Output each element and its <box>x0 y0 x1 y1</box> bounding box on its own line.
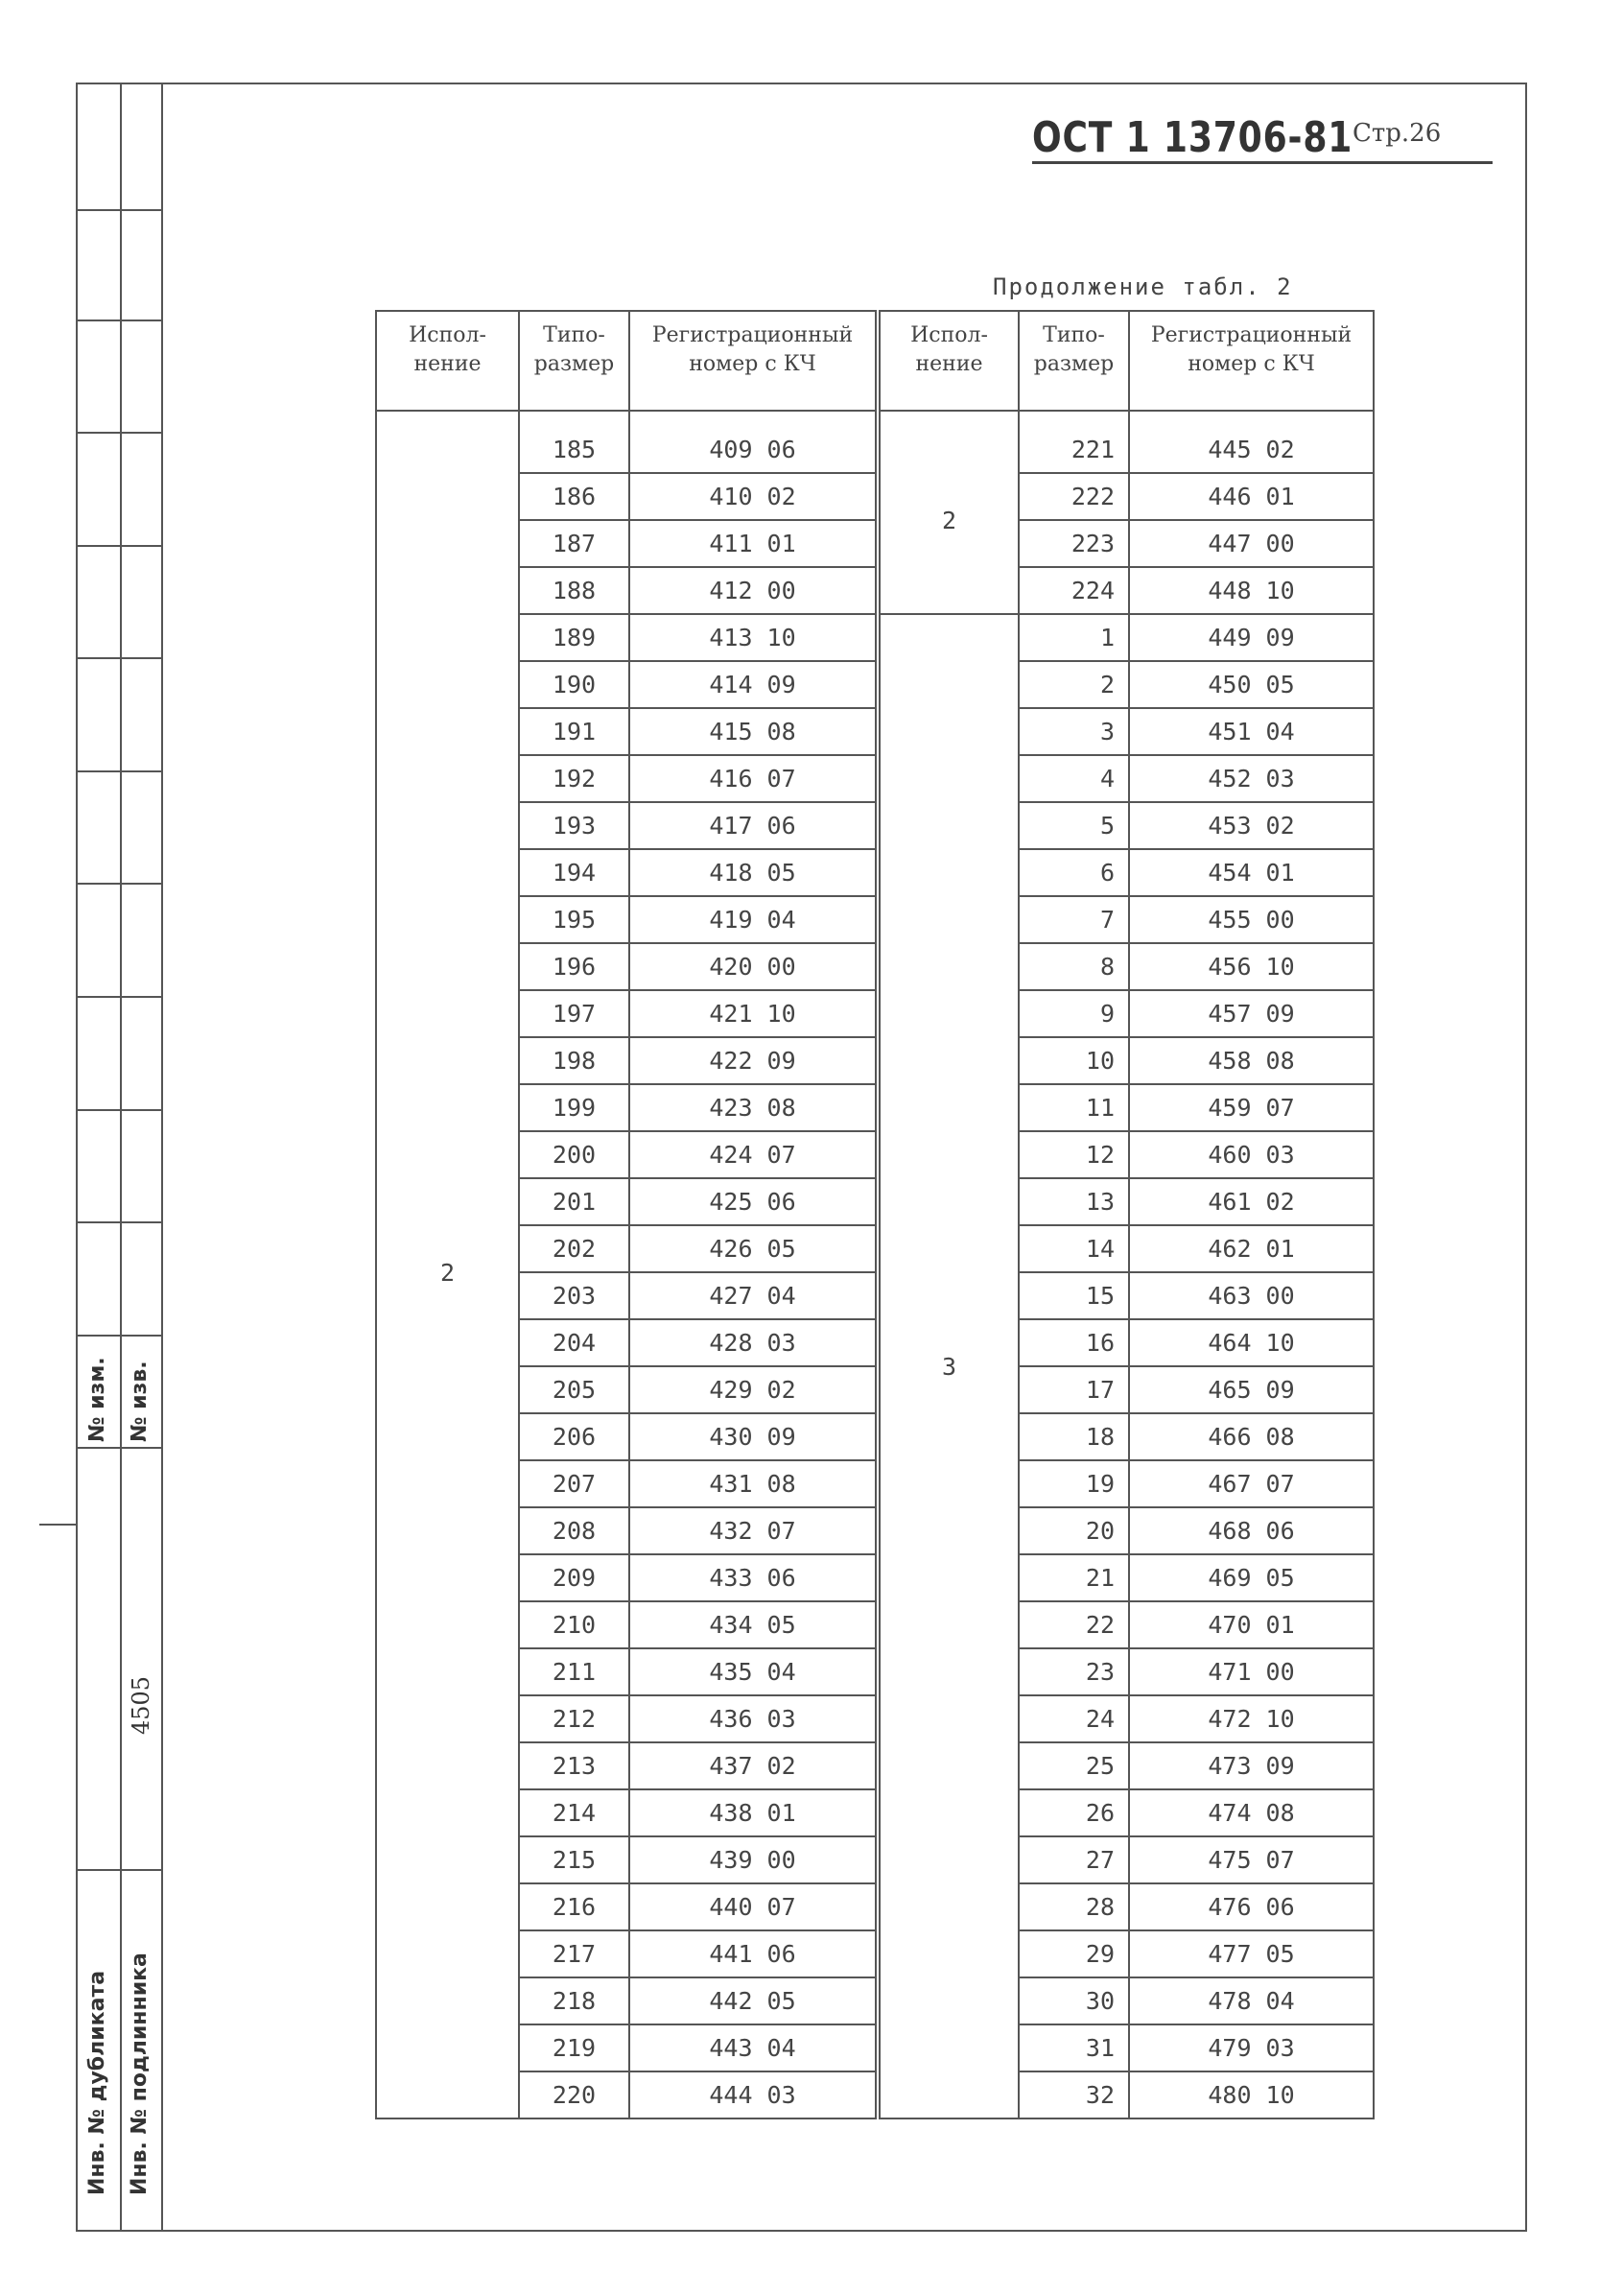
table-row <box>376 1460 1374 1507</box>
tiporazmer-right: 18 <box>1019 1413 1129 1460</box>
tiporazmer-left: 188 <box>519 567 629 614</box>
podl-label: Инв. № подлинника <box>128 1953 152 2195</box>
reg-number-right: 453 02 <box>1129 802 1374 849</box>
col-isp-left: Испол- нение <box>376 311 519 411</box>
doc-number: ОСТ 1 13706-81 <box>1032 113 1353 162</box>
reg-number-right: 478 04 <box>1129 1977 1374 2024</box>
reg-number-right: 475 07 <box>1129 1836 1374 1883</box>
table-row <box>376 1789 1374 1836</box>
table-row <box>376 708 1374 755</box>
reg-number-left: 441 06 <box>629 1930 878 1977</box>
tiporazmer-left: 200 <box>519 1131 629 1178</box>
reg-number-left: 435 04 <box>629 1648 878 1695</box>
tiporazmer-left: 205 <box>519 1366 629 1413</box>
table-row <box>376 473 1374 520</box>
reg-number-left: 431 08 <box>629 1460 878 1507</box>
tiporazmer-right: 4 <box>1019 755 1129 802</box>
table-row <box>376 567 1374 614</box>
reg-number-right: 449 09 <box>1129 614 1374 661</box>
tiporazmer-left: 190 <box>519 661 629 708</box>
tiporazmer-left: 199 <box>519 1084 629 1131</box>
tiporazmer-left: 206 <box>519 1413 629 1460</box>
reg-number-right: 446 01 <box>1129 473 1374 520</box>
tiporazmer-right: 5 <box>1019 802 1129 849</box>
reg-number-left: 422 09 <box>629 1037 878 1084</box>
reg-number-right: 477 05 <box>1129 1930 1374 1977</box>
tiporazmer-left: 219 <box>519 2024 629 2071</box>
reg-number-left: 442 05 <box>629 1977 878 2024</box>
tiporazmer-right: 23 <box>1019 1648 1129 1695</box>
reg-number-right: 456 10 <box>1129 943 1374 990</box>
side-stamp-strip <box>76 83 163 2232</box>
table-row <box>376 2024 1374 2071</box>
reg-number-left: 433 06 <box>629 1554 878 1601</box>
tiporazmer-right: 27 <box>1019 1836 1129 1883</box>
reg-number-right: 458 08 <box>1129 1037 1374 1084</box>
tiporazmer-left: 207 <box>519 1460 629 1507</box>
tiporazmer-left: 185 <box>519 411 629 473</box>
table-row <box>376 1225 1374 1272</box>
tiporazmer-right: 9 <box>1019 990 1129 1037</box>
tiporazmer-left: 192 <box>519 755 629 802</box>
tiporazmer-right: 1 <box>1019 614 1129 661</box>
reg-number-left: 424 07 <box>629 1131 878 1178</box>
tiporazmer-left: 186 <box>519 473 629 520</box>
tiporazmer-right: 28 <box>1019 1883 1129 1930</box>
tiporazmer-right: 19 <box>1019 1460 1129 1507</box>
tiporazmer-left: 220 <box>519 2071 629 2118</box>
tiporazmer-right: 32 <box>1019 2071 1129 2118</box>
reg-number-right: 461 02 <box>1129 1178 1374 1225</box>
tiporazmer-right: 31 <box>1019 2024 1129 2071</box>
reg-number-right: 451 04 <box>1129 708 1374 755</box>
reg-number-right: 466 08 <box>1129 1413 1374 1460</box>
tiporazmer-left: 218 <box>519 1977 629 2024</box>
izv-label: № изв. <box>128 1361 152 1442</box>
reg-number-left: 417 06 <box>629 802 878 849</box>
table-row <box>376 849 1374 896</box>
reg-number-left: 413 10 <box>629 614 878 661</box>
reg-number-left: 425 06 <box>629 1178 878 1225</box>
table-row <box>376 1883 1374 1930</box>
reg-number-right: 476 06 <box>1129 1883 1374 1930</box>
reg-number-right: 447 00 <box>1129 520 1374 567</box>
reg-number-right: 467 07 <box>1129 1460 1374 1507</box>
table-row <box>376 520 1374 567</box>
table-row <box>376 1507 1374 1554</box>
tiporazmer-right: 29 <box>1019 1930 1129 1977</box>
tiporazmer-left: 215 <box>519 1836 629 1883</box>
tiporazmer-left: 217 <box>519 1930 629 1977</box>
ispolnenie-right: 2 <box>878 411 1019 614</box>
tiporazmer-left: 209 <box>519 1554 629 1601</box>
reg-number-right: 465 09 <box>1129 1366 1374 1413</box>
reg-number-left: 420 00 <box>629 943 878 990</box>
tiporazmer-left: 187 <box>519 520 629 567</box>
tiporazmer-right: 13 <box>1019 1178 1129 1225</box>
reg-number-left: 439 00 <box>629 1836 878 1883</box>
tiporazmer-right: 24 <box>1019 1695 1129 1742</box>
reg-number-left: 430 09 <box>629 1413 878 1460</box>
table-row <box>376 1836 1374 1883</box>
table-row <box>376 2071 1374 2118</box>
table-row <box>376 1413 1374 1460</box>
tiporazmer-left: 193 <box>519 802 629 849</box>
reg-number-left: 423 08 <box>629 1084 878 1131</box>
tiporazmer-right: 16 <box>1019 1319 1129 1366</box>
reg-number-right: 452 03 <box>1129 755 1374 802</box>
tiporazmer-right: 7 <box>1019 896 1129 943</box>
reg-number-left: 419 04 <box>629 896 878 943</box>
table-row <box>376 1084 1374 1131</box>
reg-number-left: 412 00 <box>629 567 878 614</box>
tiporazmer-right: 17 <box>1019 1366 1129 1413</box>
table-row <box>376 1366 1374 1413</box>
tiporazmer-left: 202 <box>519 1225 629 1272</box>
reg-number-right: 460 03 <box>1129 1131 1374 1178</box>
reg-number-left: 436 03 <box>629 1695 878 1742</box>
table-row <box>376 1178 1374 1225</box>
table-row <box>376 1695 1374 1742</box>
reg-number-right: 464 10 <box>1129 1319 1374 1366</box>
reg-number-right: 474 08 <box>1129 1789 1374 1836</box>
reg-number-right: 445 02 <box>1129 411 1374 473</box>
tiporazmer-right: 8 <box>1019 943 1129 990</box>
tiporazmer-right: 223 <box>1019 520 1129 567</box>
table-row <box>376 1930 1374 1977</box>
table-row <box>376 614 1374 661</box>
table-row <box>376 1272 1374 1319</box>
tiporazmer-right: 30 <box>1019 1977 1129 2024</box>
tiporazmer-left: 210 <box>519 1601 629 1648</box>
header-underline <box>1032 161 1493 164</box>
izm-label: № изм. <box>85 1357 109 1442</box>
reg-number-right: 471 00 <box>1129 1648 1374 1695</box>
reg-number-left: 410 02 <box>629 473 878 520</box>
continuation-label: Продолжение табл. 2 <box>993 273 1293 300</box>
tiporazmer-right: 221 <box>1019 411 1129 473</box>
tiporazmer-left: 204 <box>519 1319 629 1366</box>
table-row <box>376 802 1374 849</box>
tiporazmer-left: 211 <box>519 1648 629 1695</box>
tiporazmer-left: 214 <box>519 1789 629 1836</box>
tiporazmer-right: 3 <box>1019 708 1129 755</box>
reg-number-right: 448 10 <box>1129 567 1374 614</box>
tiporazmer-left: 194 <box>519 849 629 896</box>
tiporazmer-left: 203 <box>519 1272 629 1319</box>
tiporazmer-right: 11 <box>1019 1084 1129 1131</box>
table-row <box>376 1037 1374 1084</box>
reg-number-right: 462 01 <box>1129 1225 1374 1272</box>
reg-number-left: 416 07 <box>629 755 878 802</box>
tiporazmer-right: 25 <box>1019 1742 1129 1789</box>
col-reg-left: Регистрационный номер с КЧ <box>629 311 878 411</box>
reg-number-left: 428 03 <box>629 1319 878 1366</box>
table-row <box>376 1601 1374 1648</box>
tiporazmer-left: 189 <box>519 614 629 661</box>
table-row <box>376 990 1374 1037</box>
page-number: Стр.26 <box>1353 119 1442 148</box>
col-tip-left: Типо- размер <box>519 311 629 411</box>
ispolnenie-right: 3 <box>878 614 1019 2118</box>
table-row <box>376 755 1374 802</box>
reg-number-left: 409 06 <box>629 411 878 473</box>
tiporazmer-right: 22 <box>1019 1601 1129 1648</box>
reg-number-right: 450 05 <box>1129 661 1374 708</box>
reg-number-left: 414 09 <box>629 661 878 708</box>
table-row <box>376 661 1374 708</box>
reg-number-left: 411 01 <box>629 520 878 567</box>
reg-number-right: 468 06 <box>1129 1507 1374 1554</box>
tiporazmer-right: 26 <box>1019 1789 1129 1836</box>
reg-number-right: 473 09 <box>1129 1742 1374 1789</box>
reg-number-left: 443 04 <box>629 2024 878 2071</box>
reg-number-right: 457 09 <box>1129 990 1374 1037</box>
table-row <box>376 1648 1374 1695</box>
reg-number-left: 415 08 <box>629 708 878 755</box>
tiporazmer-left: 212 <box>519 1695 629 1742</box>
tiporazmer-left: 197 <box>519 990 629 1037</box>
table-row <box>376 1319 1374 1366</box>
col-tip-right: Типо- размер <box>1019 311 1129 411</box>
tiporazmer-left: 208 <box>519 1507 629 1554</box>
reg-number-left: 432 07 <box>629 1507 878 1554</box>
reg-number-left: 421 10 <box>629 990 878 1037</box>
reg-number-left: 418 05 <box>629 849 878 896</box>
col-reg-right: Регистрационный номер с КЧ <box>1129 311 1374 411</box>
reg-number-right: 480 10 <box>1129 2071 1374 2118</box>
table-row <box>376 1554 1374 1601</box>
reg-number-right: 470 01 <box>1129 1601 1374 1648</box>
tiporazmer-right: 21 <box>1019 1554 1129 1601</box>
tiporazmer-right: 20 <box>1019 1507 1129 1554</box>
reg-number-right: 459 07 <box>1129 1084 1374 1131</box>
table-header <box>376 311 1374 411</box>
tiporazmer-right: 14 <box>1019 1225 1129 1272</box>
reg-number-right: 479 03 <box>1129 2024 1374 2071</box>
col-isp-right: Испол- нение <box>878 311 1019 411</box>
reg-number-left: 437 02 <box>629 1742 878 1789</box>
tiporazmer-left: 201 <box>519 1178 629 1225</box>
tiporazmer-right: 10 <box>1019 1037 1129 1084</box>
number-4505: 4505 <box>128 1675 154 1735</box>
tiporazmer-left: 196 <box>519 943 629 990</box>
table-row <box>376 943 1374 990</box>
reg-number-right: 455 00 <box>1129 896 1374 943</box>
table-row <box>376 1131 1374 1178</box>
table-row <box>376 1742 1374 1789</box>
reg-number-left: 440 07 <box>629 1883 878 1930</box>
tiporazmer-left: 195 <box>519 896 629 943</box>
reg-number-left: 429 02 <box>629 1366 878 1413</box>
tiporazmer-right: 2 <box>1019 661 1129 708</box>
tiporazmer-left: 213 <box>519 1742 629 1789</box>
reg-number-left: 427 04 <box>629 1272 878 1319</box>
ispolnenie-left: 2 <box>376 411 519 2118</box>
tiporazmer-right: 15 <box>1019 1272 1129 1319</box>
reg-number-left: 434 05 <box>629 1601 878 1648</box>
table-row <box>376 411 1374 473</box>
table-row <box>376 1977 1374 2024</box>
registration-table <box>375 310 1375 2119</box>
reg-number-right: 463 00 <box>1129 1272 1374 1319</box>
reg-number-right: 469 05 <box>1129 1554 1374 1601</box>
tiporazmer-right: 222 <box>1019 473 1129 520</box>
reg-number-right: 472 10 <box>1129 1695 1374 1742</box>
reg-number-left: 444 03 <box>629 2071 878 2118</box>
table-row <box>376 896 1374 943</box>
tiporazmer-right: 12 <box>1019 1131 1129 1178</box>
reg-number-left: 438 01 <box>629 1789 878 1836</box>
tiporazmer-left: 191 <box>519 708 629 755</box>
reg-number-left: 426 05 <box>629 1225 878 1272</box>
tiporazmer-right: 224 <box>1019 567 1129 614</box>
dubl-label: Инв. № дубликата <box>85 1970 109 2195</box>
tiporazmer-left: 198 <box>519 1037 629 1084</box>
tiporazmer-left: 216 <box>519 1883 629 1930</box>
reg-number-right: 454 01 <box>1129 849 1374 896</box>
tiporazmer-right: 6 <box>1019 849 1129 896</box>
